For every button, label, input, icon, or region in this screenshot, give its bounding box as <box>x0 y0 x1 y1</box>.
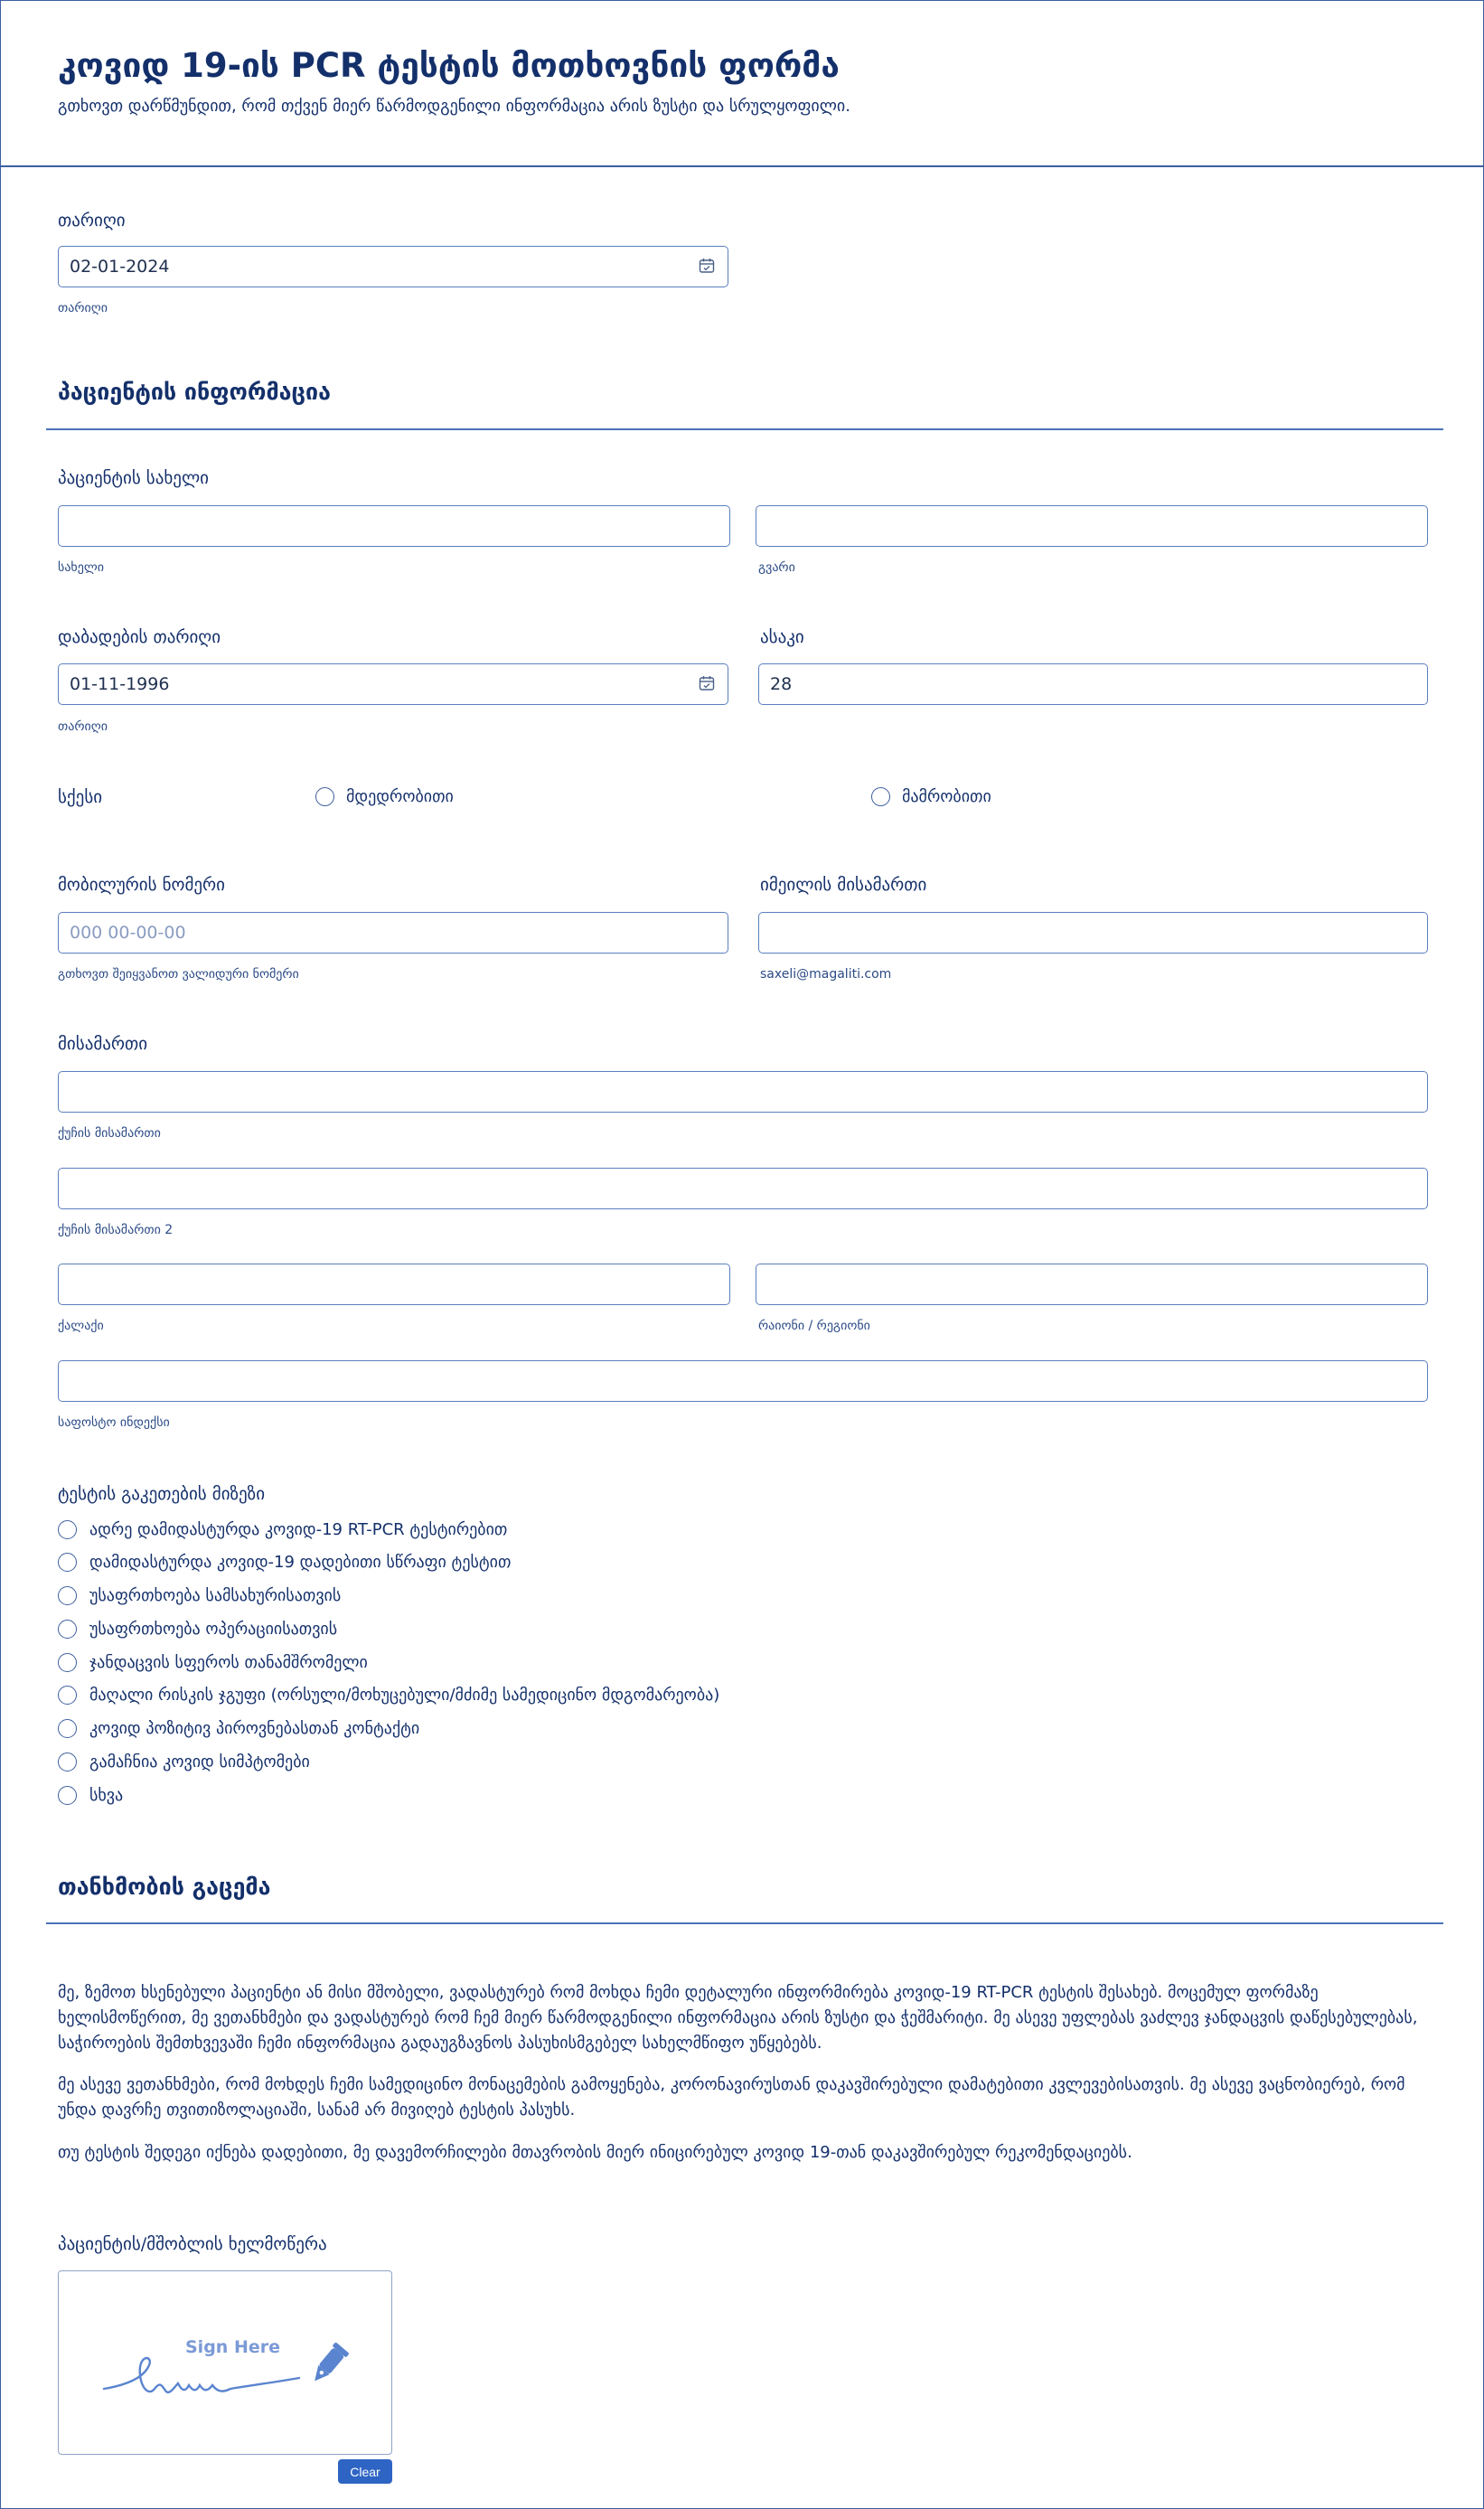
age-value: 28 <box>770 674 793 694</box>
consent-paragraph-1: მე, ზემოთ ხსენებული პაციენტი ან მისი მშობელი, ვადასტურებ რომ მოხდა ჩემი დეტალური ინფორმირება კოვიდ-19 RT-PCR ტესტის შესახებ. მოცემულ ფორმაზე ხელისმოწერით, მე ვეთანხმები და ვადასტურებ რომ ჩემ მიერ წარმოდგენილი ინფორმაცია არის ზუსტი და ჭეშმარიტი. მე ასევე უფლებას ვაძლევ ჯანდაცვის დაწესებულებას, საჭიროების შემთხვევაში ჩემი ინფორმაცია გადაუგზავნოს პასუხისმგებელ სახელმწიფო უწყებებს. <box>58 1983 1418 2053</box>
email-sublabel: saxeli@magaliti.com <box>760 967 892 982</box>
reason-option-4: ჯანდაცვის სფეროს თანამშრომელი <box>89 1653 368 1672</box>
region-input[interactable] <box>756 1264 1428 1305</box>
region-sublabel: რაიონი / რეგიონი <box>758 1319 870 1333</box>
email-input[interactable] <box>758 912 1428 954</box>
signature-pad[interactable] <box>58 2270 392 2455</box>
reason-option-6: კოვიდ პოზიტივ პიროვნებასთან კონტაქტი <box>89 1719 420 1738</box>
reason-label: ტესტის გაკეთების მიზეზი <box>58 1484 266 1504</box>
sex-male-radio[interactable] <box>871 787 890 806</box>
last-name-sublabel: გვარი <box>758 560 795 575</box>
postal-code-input[interactable] <box>58 1360 1428 1402</box>
birth-date-label: დაბადების თარიღი <box>58 627 221 647</box>
email-label: იმეილის მისამართი <box>760 875 927 895</box>
consent-paragraph-3: თუ ტესტის შედეგი იქნება დადებითი, მე დავემორჩილები მთავრობის მიერ ინიცირებულ კოვიდ 19-თან დაკავშირებულ რეკომენდაციებს. <box>58 2143 1132 2162</box>
patient-name-label: პაციენტის სახელი <box>58 468 210 488</box>
date-sublabel: თარიღი <box>58 301 108 315</box>
street-address-2-sublabel: ქუჩის მისამართი 2 <box>58 1223 174 1237</box>
header-divider <box>1 165 1483 167</box>
age-input[interactable] <box>758 663 1428 705</box>
city-sublabel: ქალაქი <box>58 1319 104 1333</box>
reason-option-3: უსაფრთხოება ოპერაციისათვის <box>89 1620 338 1639</box>
patient-section-heading: პაციენტის ინფორმაცია <box>58 379 331 405</box>
age-label: ასაკი <box>760 627 804 647</box>
consent-section-divider <box>46 1922 1443 1924</box>
address-label: მისამართი <box>58 1034 148 1054</box>
reason-radio-3[interactable] <box>58 1620 77 1639</box>
reason-option-2: უსაფრთხოება სამსახურისათვის <box>89 1586 342 1605</box>
birth-date-value: 01-11-1996 <box>70 674 170 694</box>
signature-label: პაციენტის/მშობლის ხელმოწერა <box>58 2234 327 2254</box>
sex-male-label: მამრობითი <box>902 787 991 806</box>
reason-radio-2[interactable] <box>58 1586 77 1605</box>
phone-label: მობილურის ნომერი <box>58 875 225 895</box>
street-address-input[interactable] <box>58 1071 1428 1113</box>
form-subtitle: გთხოვთ დარწმუნდით, რომ თქვენ მიერ წარმოდგენილი ინფორმაცია არის ზუსტი და სრულყოფილი. <box>58 97 850 116</box>
consent-paragraph-2: მე ასევე ვეთანხმები, რომ მოხდეს ჩემი სამედიცინო მონაცემების გამოყენება, კორონავირუსთან დაკავშირებული დამატებითი კვლევებისათვის. მე ასევე ვაცნობიერებ, რომ უნდა დავრჩე თვითიზოლაციაში, სანამ არ მივიღებ ტესტის პასუხს. <box>58 2075 1405 2119</box>
reason-radio-5[interactable] <box>58 1686 77 1705</box>
clear-signature-button[interactable]: Clear <box>338 2459 392 2484</box>
signature-hint: Sign Here <box>185 2337 280 2357</box>
phone-sublabel: გთხოვთ შეიყვანოთ ვალიდური ნომერი <box>58 967 299 982</box>
last-name-input[interactable] <box>756 505 1428 547</box>
reason-radio-8[interactable] <box>58 1786 77 1805</box>
date-label: თარიღი <box>58 211 126 230</box>
reason-option-5: მაღალი რისკის ჯგუფი (ორსული/მოხუცებული/მძიმე სამედიცინო მდგომარეობა) <box>89 1686 720 1705</box>
postal-code-sublabel: საფოსტო ინდექსი <box>58 1415 170 1430</box>
consent-section-heading: თანხმობის გაცემა <box>58 1874 271 1900</box>
birth-date-input[interactable] <box>58 663 728 705</box>
street-address-2-input[interactable] <box>58 1168 1428 1209</box>
reason-option-8: სხვა <box>89 1786 124 1805</box>
sex-label: სქესი <box>58 787 103 807</box>
first-name-input[interactable] <box>58 505 730 547</box>
first-name-sublabel: სახელი <box>58 560 104 575</box>
reason-radio-7[interactable] <box>58 1753 77 1771</box>
date-input[interactable] <box>58 246 728 287</box>
city-input[interactable] <box>58 1264 730 1305</box>
reason-option-1: დამიდასტურდა კოვიდ-19 დადებითი სწრაფი ტესტით <box>89 1553 512 1572</box>
birth-date-sublabel: თარიღი <box>58 719 108 734</box>
reason-option-7: გამაჩნია კოვიდ სიმპტომები <box>89 1753 310 1771</box>
phone-placeholder: 000 00-00-00 <box>70 923 186 943</box>
signature-illustration-icon <box>99 2333 361 2423</box>
sex-female-radio[interactable] <box>315 787 334 806</box>
sex-female-label: მდედრობითი <box>346 787 454 806</box>
date-value: 02-01-2024 <box>70 257 170 277</box>
reason-radio-4[interactable] <box>58 1653 77 1672</box>
reason-radio-1[interactable] <box>58 1553 77 1572</box>
phone-input[interactable] <box>58 912 728 954</box>
form-title: კოვიდ 19-ის PCR ტესტის მოთხოვნის ფორმა <box>58 46 840 85</box>
patient-section-divider <box>46 428 1443 430</box>
calendar-icon[interactable] <box>699 258 715 274</box>
reason-option-0: ადრე დამიდასტურდა კოვიდ-19 RT-PCR ტესტირებით <box>89 1520 508 1539</box>
reason-radio-6[interactable] <box>58 1719 77 1738</box>
reason-radio-0[interactable] <box>58 1520 77 1539</box>
street-address-sublabel: ქუჩის მისამართი <box>58 1126 161 1141</box>
calendar-icon[interactable] <box>699 675 715 691</box>
